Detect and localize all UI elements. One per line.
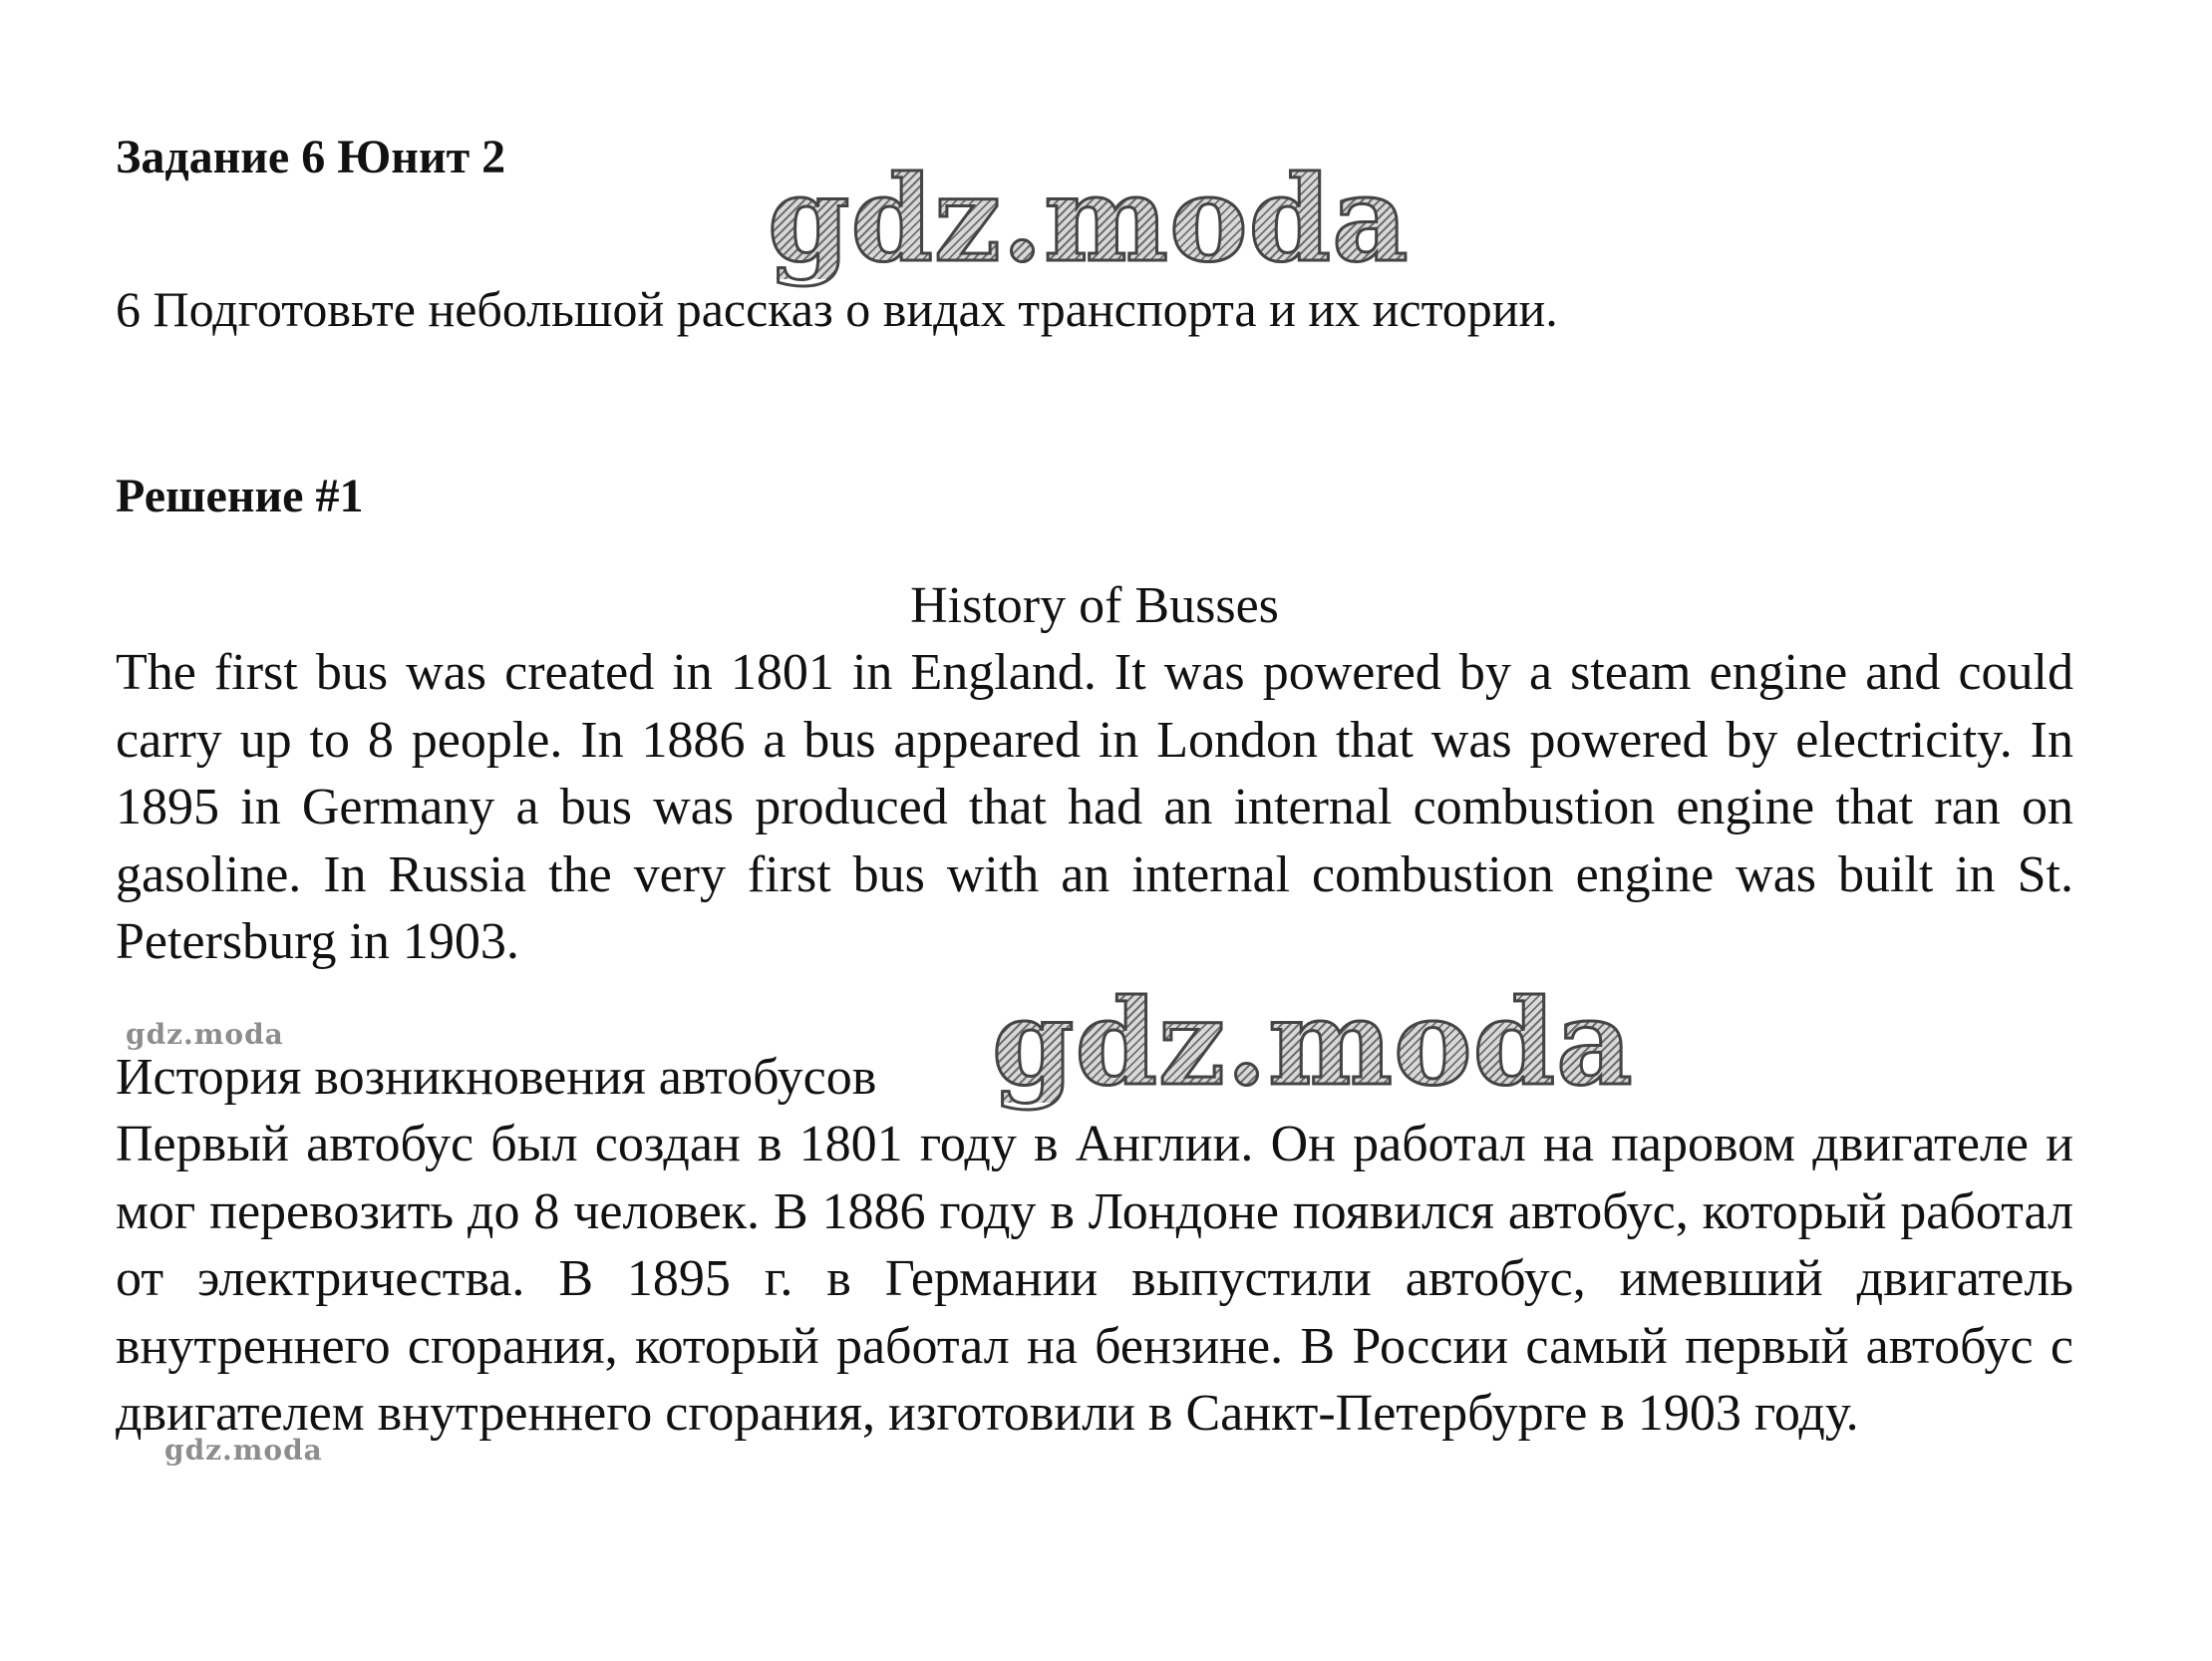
- english-heading: History of Busses: [910, 577, 1279, 634]
- watermark-large-middle: gdz.moda: [992, 973, 1634, 1112]
- watermark-small-bottom: gdz.moda: [164, 1434, 323, 1467]
- solution-title: Решение #1: [116, 470, 364, 522]
- russian-heading: История возникновения автобусов: [116, 1049, 877, 1106]
- watermark-large-top: gdz.moda: [768, 150, 1410, 288]
- task-title: Задание 6 Юнит 2: [116, 131, 506, 183]
- watermark-small-middle: gdz.moda: [126, 1018, 284, 1051]
- task-text: 6 Подготовьте небольшой рассказ о видах транспорта и их истории.: [116, 281, 1558, 337]
- english-paragraph: The first bus was created in 1801 in England. It was powered by a steam engine and could carry up to 8 people. In 1886 a bus appeared in London that was powered by electricity. In 1895 in Germany a bus was produced that had an internal combustion engine that ran on gasoline. In Russia the very first bus with an internal combustion engine was built in St. Petersburg in 1903.: [116, 644, 2073, 970]
- russian-paragraph: Первый автобус был создан в 1801 году в Англии. Он работал на паровом двигателе и мог перевозить до 8 человек. В 1886 году в Лондоне появился автобус, который работал от электричества. В 1895 г. в Германии выпустили автобус, имевший двигатель внутреннего сгорания, который работал на бензине. В России самый первый автобус с двигателем внутреннего сгорания, изготовили в Санкт-Петербурге в 1903 году.: [116, 1116, 2073, 1442]
